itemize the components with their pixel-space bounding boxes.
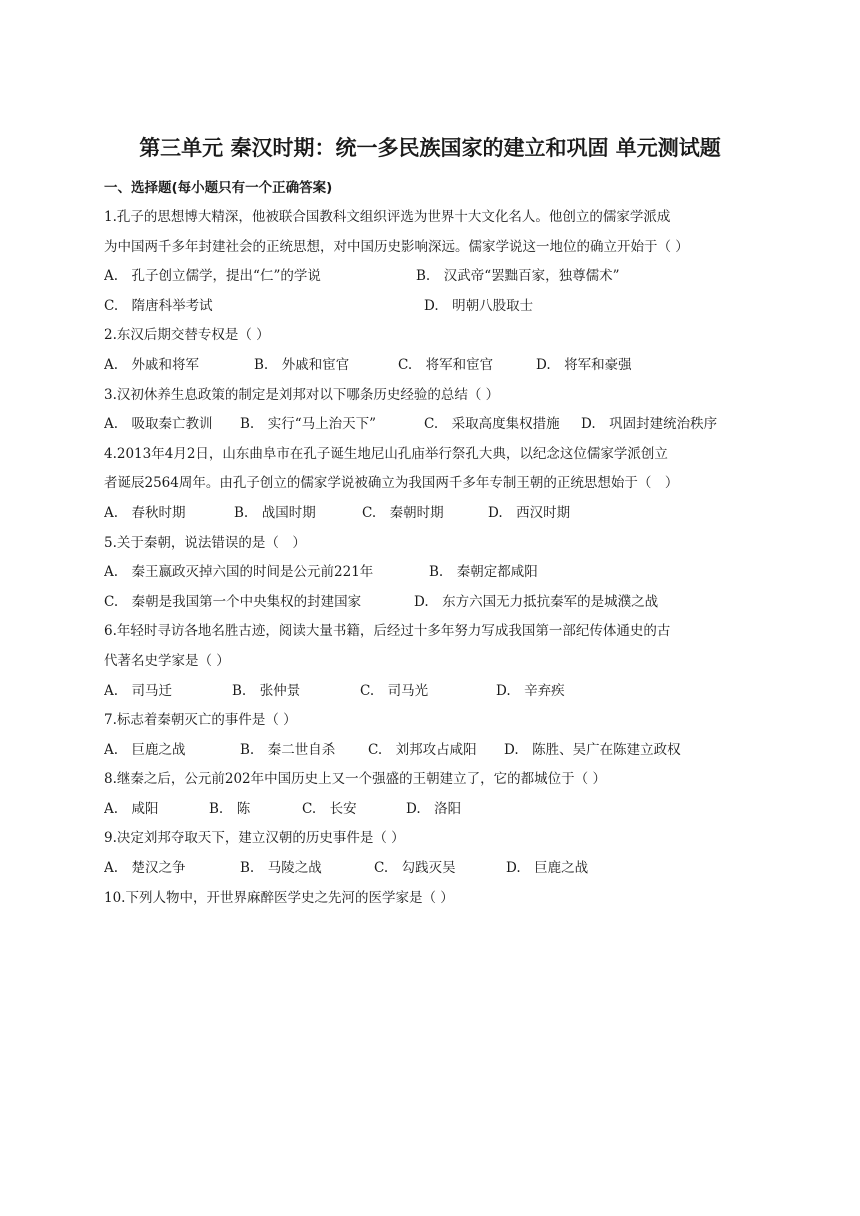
option-row bbox=[104, 677, 764, 707]
question-text: 6.年轻时寻访各地名胜古迹，阅读大量书籍，后经过十多年努力写成我国第一部纪传体通史的古 bbox=[104, 623, 671, 640]
answer-option: A. 春秋时期 bbox=[104, 504, 186, 521]
answer-option: A. 外戚和将军 bbox=[104, 356, 200, 373]
answer-option: D. 西汉时期 bbox=[488, 504, 571, 521]
answer-option: A. 孔子创立儒学，提出“仁”的学说 bbox=[104, 268, 321, 285]
answer-option: D. 巨鹿之战 bbox=[506, 860, 589, 877]
answer-option: D. 洛阳 bbox=[406, 800, 462, 817]
question-text: 3.汉初休养生息政策的制定是刘邦对以下哪条历史经验的总结（ ） bbox=[104, 386, 500, 403]
answer-option: B. 战国时期 bbox=[234, 504, 316, 521]
question-text: 1.孔子的思想博大精深，他被联合国教科文组织评选为世界十大文化名人。他创立的儒家学派成 bbox=[104, 209, 671, 225]
option-row bbox=[104, 854, 764, 884]
answer-option: D. 明朝八股取士 bbox=[424, 297, 534, 314]
answer-option: C. 秦朝时期 bbox=[362, 504, 444, 521]
answer-option: D. 东方六国无力抵抗秦军的是城濮之战 bbox=[414, 593, 659, 610]
answer-option: B. 秦朝定都咸阳 bbox=[429, 564, 538, 581]
answer-option: D. 辛弃疾 bbox=[496, 682, 565, 699]
option-row bbox=[104, 736, 764, 766]
answer-option: C. 秦朝是我国第一个中央集权的封建国家 bbox=[104, 593, 362, 610]
question-text: 4.2013年4月2日，山东曲阜市在孔子诞生地尼山孔庙举行祭孔大典，以纪念这位儒家学派创立 bbox=[104, 445, 668, 462]
question-text: 者诞辰2564周年。由孔子创立的儒家学说被确立为我国两千多年专制王朝的正统思想始于（ ） bbox=[104, 475, 679, 492]
option-row bbox=[104, 795, 764, 825]
question-text: 9.决定刘邦夺取天下，建立汉朝的历史事件是（ ） bbox=[104, 830, 405, 847]
answer-option: C. 隋唐科举考试 bbox=[104, 297, 213, 314]
option-row bbox=[104, 499, 764, 529]
page-title: 第三单元 秦汉时期：统一多民族国家的建立和巩固 单元测试题 bbox=[139, 136, 721, 160]
question-text: 为中国两千多年封建社会的正统思想，对中国历史影响深远。儒家学说这一地位的确立开始于（ ） bbox=[104, 238, 689, 255]
answer-option: C. 长安 bbox=[302, 800, 357, 817]
answer-option: B. 马陵之战 bbox=[240, 860, 322, 877]
answer-option: B. 汉武帝“罢黜百家，独尊儒术” bbox=[416, 268, 620, 285]
option-row bbox=[104, 351, 764, 381]
answer-option: A. 秦王嬴政灭掉六国的时间是公元前221年 bbox=[104, 564, 374, 581]
answer-option: C. 将军和宦官 bbox=[398, 356, 494, 373]
answer-option: A. 楚汉之争 bbox=[104, 860, 186, 877]
question-text: 10.下列人物中，开世界麻醉医学史之先河的医学家是（ ） bbox=[104, 889, 454, 906]
question-text: 2.东汉后期交替专权是（ ） bbox=[104, 327, 270, 344]
question-text: 7.标志着秦朝灭亡的事件是（ ） bbox=[104, 712, 297, 729]
option-row bbox=[104, 410, 764, 440]
answer-option: B. 秦二世自杀 bbox=[240, 741, 336, 758]
answer-option: A. 司马迁 bbox=[104, 682, 173, 699]
answer-option: D. 巩固封建统治秩序 bbox=[581, 416, 718, 433]
answer-option: C. 勾践灭吴 bbox=[374, 860, 456, 877]
option-row bbox=[104, 292, 764, 322]
question-text: 5.关于秦朝，说法错误的是（ ） bbox=[104, 534, 306, 551]
question-text: 8.继秦之后，公元前202年中国历史上又一个强盛的王朝建立了，它的都城位于（ ） bbox=[104, 771, 606, 788]
answer-option: B. 张仲景 bbox=[232, 682, 301, 699]
answer-option: B. 陈 bbox=[209, 800, 251, 817]
answer-option: A. 巨鹿之战 bbox=[104, 741, 186, 758]
answer-option: C. 采取高度集权措施 bbox=[424, 416, 560, 433]
section-heading: 一、选择题(每小题只有一个正确答案) bbox=[104, 180, 333, 196]
answer-option: C. 刘邦攻占咸阳 bbox=[368, 741, 477, 758]
answer-option: B. 外戚和宦官 bbox=[254, 356, 350, 373]
answer-option: A. 咸阳 bbox=[104, 800, 159, 817]
answer-option: D. 将军和豪强 bbox=[536, 356, 632, 373]
option-row bbox=[104, 262, 764, 292]
answer-option: C. 司马光 bbox=[360, 682, 429, 699]
answer-option: B. 实行“马上治天下” bbox=[240, 416, 377, 433]
option-row bbox=[104, 558, 764, 588]
question-text: 代著名史学家是（ ） bbox=[104, 652, 230, 669]
answer-option: D. 陈胜、吴广在陈建立政权 bbox=[504, 741, 681, 758]
option-row bbox=[104, 588, 764, 618]
answer-option: A. 吸取秦亡教训 bbox=[104, 416, 213, 433]
question-list bbox=[104, 203, 764, 913]
